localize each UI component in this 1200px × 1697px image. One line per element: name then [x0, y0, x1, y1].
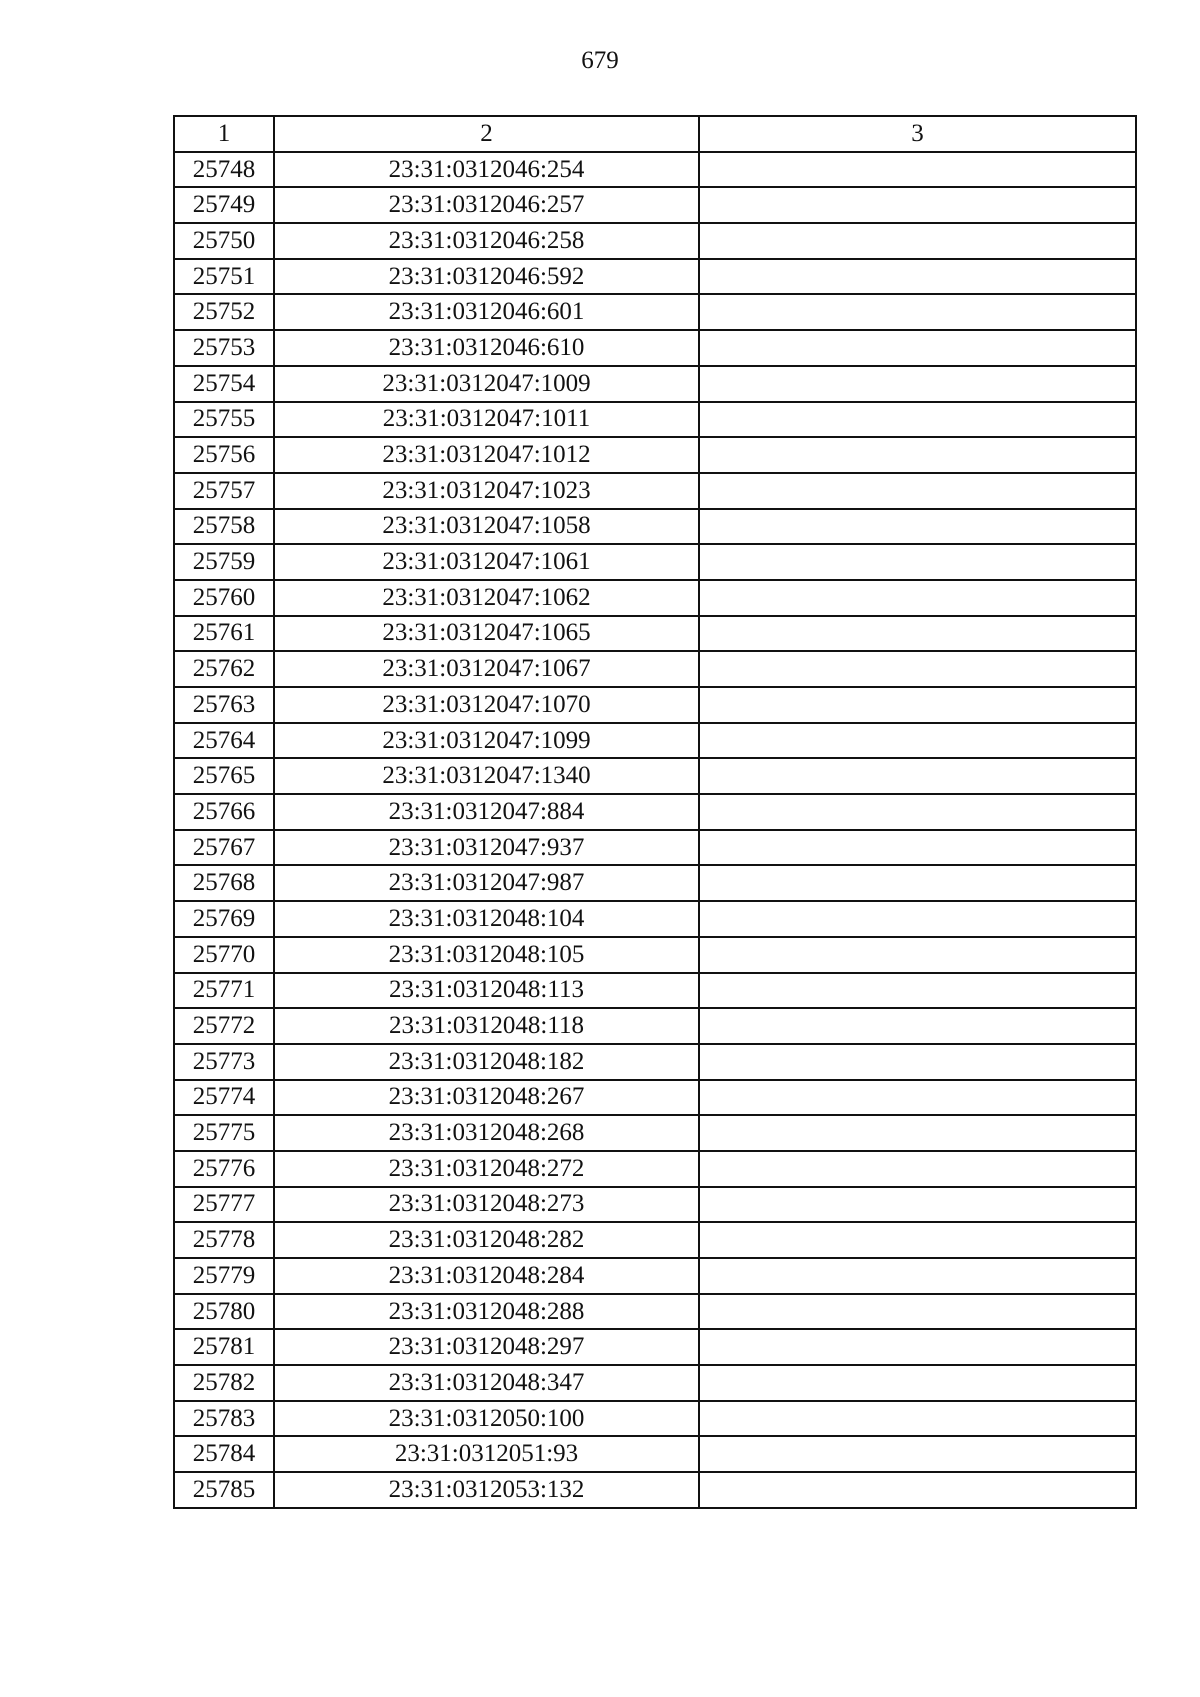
row-number-cell: 25770 — [174, 937, 274, 973]
note-cell — [699, 794, 1136, 830]
table-row — [174, 1436, 1136, 1472]
row-number-cell: 25763 — [174, 687, 274, 723]
row-number-cell: 25751 — [174, 259, 274, 295]
cadastral-number-cell: 23:31:0312048:297 — [274, 1329, 699, 1365]
row-number-cell: 25748 — [174, 152, 274, 188]
row-number-cell: 25775 — [174, 1115, 274, 1151]
row-number-cell: 25766 — [174, 794, 274, 830]
cadastral-number-cell: 23:31:0312047:1058 — [274, 509, 699, 545]
cadastral-number-cell: 23:31:0312048:273 — [274, 1187, 699, 1223]
row-number-cell: 25773 — [174, 1044, 274, 1080]
table-body — [174, 152, 1136, 1508]
note-cell — [699, 580, 1136, 616]
table-row — [174, 687, 1136, 723]
note-cell — [699, 1258, 1136, 1294]
cadastral-number-cell: 23:31:0312047:1012 — [274, 437, 699, 473]
row-number-cell: 25753 — [174, 330, 274, 366]
column-header-3: 3 — [699, 116, 1136, 152]
note-cell — [699, 259, 1136, 295]
table-row — [174, 1080, 1136, 1116]
note-cell — [699, 687, 1136, 723]
cadastral-number-cell: 23:31:0312048:104 — [274, 901, 699, 937]
cadastral-number-cell: 23:31:0312047:1009 — [274, 366, 699, 402]
note-cell — [699, 509, 1136, 545]
table-row — [174, 830, 1136, 866]
row-number-cell: 25782 — [174, 1365, 274, 1401]
note-cell — [699, 1329, 1136, 1365]
note-cell — [699, 1044, 1136, 1080]
cadastral-number-cell: 23:31:0312048:105 — [274, 937, 699, 973]
cadastral-number-cell: 23:31:0312046:257 — [274, 187, 699, 223]
cadastral-number-cell: 23:31:0312047:1099 — [274, 723, 699, 759]
note-cell — [699, 1365, 1136, 1401]
cadastral-number-cell: 23:31:0312047:1067 — [274, 651, 699, 687]
table-row — [174, 294, 1136, 330]
cadastral-number-cell: 23:31:0312047:1023 — [274, 473, 699, 509]
table-row — [174, 366, 1136, 402]
cadastral-number-cell: 23:31:0312048:267 — [274, 1080, 699, 1116]
cadastral-number-cell: 23:31:0312047:987 — [274, 865, 699, 901]
note-cell — [699, 366, 1136, 402]
row-number-cell: 25761 — [174, 616, 274, 652]
cadastral-number-cell: 23:31:0312046:258 — [274, 223, 699, 259]
row-number-cell: 25768 — [174, 865, 274, 901]
table-row — [174, 1222, 1136, 1258]
table-row — [174, 187, 1136, 223]
note-cell — [699, 330, 1136, 366]
cadastral-number-cell: 23:31:0312047:1061 — [274, 544, 699, 580]
table-row — [174, 1151, 1136, 1187]
table-row — [174, 901, 1136, 937]
table-row — [174, 1187, 1136, 1223]
note-cell — [699, 1401, 1136, 1437]
table-row — [174, 1294, 1136, 1330]
cadastral-number-cell: 23:31:0312046:592 — [274, 259, 699, 295]
row-number-cell: 25764 — [174, 723, 274, 759]
row-number-cell: 25769 — [174, 901, 274, 937]
row-number-cell: 25776 — [174, 1151, 274, 1187]
note-cell — [699, 473, 1136, 509]
table-row — [174, 580, 1136, 616]
row-number-cell: 25757 — [174, 473, 274, 509]
table-row — [174, 473, 1136, 509]
row-number-cell: 25754 — [174, 366, 274, 402]
table-row — [174, 544, 1136, 580]
cadastral-number-cell: 23:31:0312046:254 — [274, 152, 699, 188]
table-row — [174, 1008, 1136, 1044]
table-row — [174, 152, 1136, 188]
table-row — [174, 402, 1136, 438]
row-number-cell: 25777 — [174, 1187, 274, 1223]
cadastral-number-cell: 23:31:0312048:288 — [274, 1294, 699, 1330]
table-row — [174, 1329, 1136, 1365]
table-row — [174, 973, 1136, 1009]
column-header-1: 1 — [174, 116, 274, 152]
note-cell — [699, 152, 1136, 188]
row-number-cell: 25779 — [174, 1258, 274, 1294]
row-number-cell: 25765 — [174, 758, 274, 794]
table-row — [174, 1401, 1136, 1437]
table-row — [174, 330, 1136, 366]
cadastral-number-cell: 23:31:0312046:610 — [274, 330, 699, 366]
header-row — [174, 116, 1136, 152]
cadastral-number-cell: 23:31:0312048:282 — [274, 1222, 699, 1258]
row-number-cell: 25767 — [174, 830, 274, 866]
cadastral-number-cell: 23:31:0312047:1065 — [274, 616, 699, 652]
note-cell — [699, 1294, 1136, 1330]
page-number: 679 — [581, 47, 619, 74]
row-number-cell: 25772 — [174, 1008, 274, 1044]
row-number-cell: 25774 — [174, 1080, 274, 1116]
cadastral-number-cell: 23:31:0312050:100 — [274, 1401, 699, 1437]
note-cell — [699, 1008, 1136, 1044]
table-row — [174, 794, 1136, 830]
note-cell — [699, 1472, 1136, 1508]
note-cell — [699, 294, 1136, 330]
row-number-cell: 25759 — [174, 544, 274, 580]
cadastral-number-cell: 23:31:0312048:118 — [274, 1008, 699, 1044]
note-cell — [699, 651, 1136, 687]
table-row — [174, 1365, 1136, 1401]
table-row — [174, 651, 1136, 687]
cadastral-number-cell: 23:31:0312046:601 — [274, 294, 699, 330]
table-row — [174, 1044, 1136, 1080]
row-number-cell: 25771 — [174, 973, 274, 1009]
row-number-cell: 25758 — [174, 509, 274, 545]
table-row — [174, 1115, 1136, 1151]
note-cell — [699, 1436, 1136, 1472]
table-row — [174, 223, 1136, 259]
row-number-cell: 25783 — [174, 1401, 274, 1437]
row-number-cell: 25762 — [174, 651, 274, 687]
cadastral-number-cell: 23:31:0312047:1070 — [274, 687, 699, 723]
row-number-cell: 25752 — [174, 294, 274, 330]
cadastral-number-cell: 23:31:0312047:1011 — [274, 402, 699, 438]
note-cell — [699, 901, 1136, 937]
cadastral-number-cell: 23:31:0312047:1340 — [274, 758, 699, 794]
cadastral-number-cell: 23:31:0312048:268 — [274, 1115, 699, 1151]
note-cell — [699, 1222, 1136, 1258]
note-cell — [699, 544, 1136, 580]
row-number-cell: 25755 — [174, 402, 274, 438]
note-cell — [699, 758, 1136, 794]
table-row — [174, 1258, 1136, 1294]
cadastral-number-cell: 23:31:0312047:1062 — [274, 580, 699, 616]
note-cell — [699, 187, 1136, 223]
table-row — [174, 259, 1136, 295]
table-header — [174, 116, 1136, 152]
cadastral-number-cell: 23:31:0312053:132 — [274, 1472, 699, 1508]
row-number-cell: 25778 — [174, 1222, 274, 1258]
note-cell — [699, 616, 1136, 652]
note-cell — [699, 437, 1136, 473]
cadastral-number-cell: 23:31:0312048:272 — [274, 1151, 699, 1187]
table-row — [174, 937, 1136, 973]
cadastral-number-cell: 23:31:0312047:884 — [274, 794, 699, 830]
note-cell — [699, 973, 1136, 1009]
row-number-cell: 25781 — [174, 1329, 274, 1365]
note-cell — [699, 1115, 1136, 1151]
cadastral-number-cell: 23:31:0312047:937 — [274, 830, 699, 866]
cadastral-number-cell: 23:31:0312048:113 — [274, 973, 699, 1009]
note-cell — [699, 830, 1136, 866]
row-number-cell: 25760 — [174, 580, 274, 616]
cadastral-number-cell: 23:31:0312048:182 — [274, 1044, 699, 1080]
table-row — [174, 758, 1136, 794]
note-cell — [699, 937, 1136, 973]
note-cell — [699, 1151, 1136, 1187]
note-cell — [699, 865, 1136, 901]
table-row — [174, 616, 1136, 652]
cadastral-number-cell: 23:31:0312048:347 — [274, 1365, 699, 1401]
note-cell — [699, 1187, 1136, 1223]
cadastral-number-cell: 23:31:0312051:93 — [274, 1436, 699, 1472]
column-header-2: 2 — [274, 116, 699, 152]
note-cell — [699, 1080, 1136, 1116]
row-number-cell: 25749 — [174, 187, 274, 223]
table-row — [174, 509, 1136, 545]
table-row — [174, 437, 1136, 473]
table-row — [174, 1472, 1136, 1508]
row-number-cell: 25784 — [174, 1436, 274, 1472]
note-cell — [699, 223, 1136, 259]
row-number-cell: 25756 — [174, 437, 274, 473]
note-cell — [699, 402, 1136, 438]
table-row — [174, 865, 1136, 901]
row-number-cell: 25785 — [174, 1472, 274, 1508]
row-number-cell: 25780 — [174, 1294, 274, 1330]
note-cell — [699, 723, 1136, 759]
row-number-cell: 25750 — [174, 223, 274, 259]
cadastral-table — [173, 115, 1137, 1509]
cadastral-number-cell: 23:31:0312048:284 — [274, 1258, 699, 1294]
table-row — [174, 723, 1136, 759]
